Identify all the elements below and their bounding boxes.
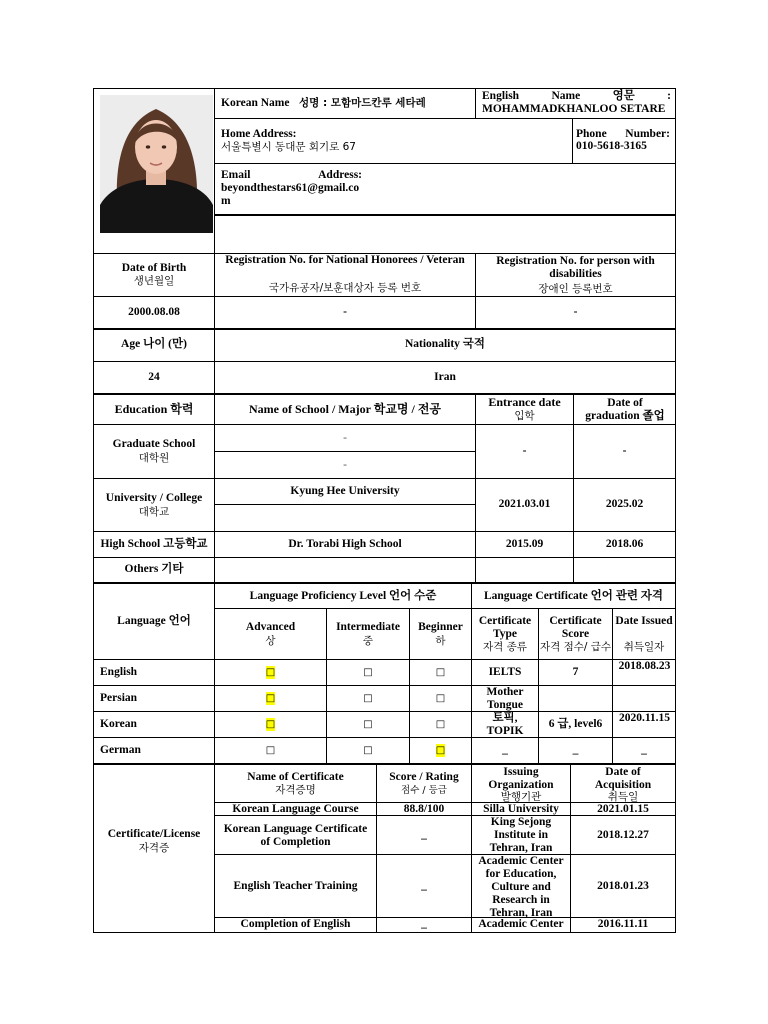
date-issued-korean: 2020.11.15 <box>618 712 671 724</box>
cert-name-4: Completion of English <box>240 918 351 930</box>
profile-photo <box>100 95 213 233</box>
education-header-label: Education 학력 <box>114 402 194 416</box>
high-school-graduation: 2018.06 <box>605 538 644 550</box>
cert-name-2: Korean Language Certificate of Completion <box>223 823 368 848</box>
cert-score-label-ko: 자격 점수/ 급수 <box>539 641 612 653</box>
cert-score-english: 7 <box>572 666 579 678</box>
cert-score-4: _ <box>421 918 427 930</box>
checkbox-english-beginner[interactable]: □ <box>435 667 446 678</box>
cert-type-english: IELTS <box>488 666 522 678</box>
university-school-name: Kyung Hee University <box>290 485 400 497</box>
cert-name-3: English Teacher Training <box>233 880 358 892</box>
cert-name-header-ko: 자격증명 <box>275 784 316 796</box>
grad-school-label: Graduate School <box>112 438 196 450</box>
cert-name-1: Korean Language Course <box>232 803 359 815</box>
grad-school-graduation: - <box>622 445 627 457</box>
disability-value: - <box>573 306 578 318</box>
date-issued-german: _ <box>641 744 647 756</box>
checkbox-persian-advanced[interactable]: □ <box>265 693 276 704</box>
checkbox-korean-advanced[interactable]: □ <box>265 719 276 730</box>
nationality-value: Iran <box>434 371 456 383</box>
cert-date-header-ko: 취득일 <box>607 791 639 803</box>
language-name-english: English <box>100 666 138 678</box>
grad-school-entrance: - <box>522 445 527 457</box>
honoree-value: - <box>343 306 347 318</box>
beginner-label: Beginner <box>418 621 463 633</box>
grad-school-label-ko: 대학원 <box>138 452 170 464</box>
grad-school-major: - <box>343 459 347 471</box>
education-header-school: Name of School / Major 학교명 / 전공 <box>248 402 442 416</box>
cert-score-3: _ <box>421 880 427 892</box>
others-label: Others 기타 <box>124 563 184 575</box>
age-value: 24 <box>148 371 160 383</box>
checkbox-korean-beginner[interactable]: □ <box>435 719 446 730</box>
english-name-label: English Name 영문 : <box>482 90 671 102</box>
cert-org-header: Issuing Organization <box>488 766 554 791</box>
email-label: Email Address: <box>221 169 362 181</box>
phone-label: Phone Number: <box>576 128 670 140</box>
cert-score-header-ko: 점수 / 등급 <box>401 785 447 796</box>
age-label: Age 나이 (만) <box>121 338 187 350</box>
phone-value: 010-5618-3165 <box>576 140 647 152</box>
cert-date-header: Date of Acquisition <box>594 766 652 791</box>
cert-score-korean: 6 급, level6 <box>548 718 603 730</box>
education-header-entrance: Entrance date <box>488 395 561 409</box>
language-name-korean: Korean <box>100 718 137 730</box>
checkbox-german-intermediate[interactable]: □ <box>363 745 373 756</box>
checkbox-english-advanced[interactable]: □ <box>265 667 276 678</box>
honoree-label-ko: 국가유공자/보훈대상자 등록 번호 <box>268 282 422 294</box>
cert-score-1: 88.8/100 <box>403 803 445 815</box>
intermediate-label-ko: 중 <box>362 635 374 647</box>
language-level-header: Language Proficiency Level 언어 수준 <box>249 590 437 602</box>
language-cert-header: Language Certificate 언어 관련 자격 <box>483 590 664 602</box>
date-issued-label: Date Issued <box>615 615 673 627</box>
cert-type-label-ko: 자격 종류 <box>483 641 527 653</box>
date-issued-english: 2018.08.23 <box>618 660 671 672</box>
certificate-label-ko: 자격증 <box>138 842 170 854</box>
university-label-ko: 대학교 <box>138 506 170 518</box>
cert-score-2: _ <box>421 829 427 841</box>
intermediate-label: Intermediate <box>336 621 400 633</box>
cert-date-2: 2018.12.27 <box>597 829 649 841</box>
cert-score-header: Score / Rating <box>389 771 459 783</box>
advanced-label-ko: 상 <box>265 635 276 647</box>
high-school-entrance: 2015.09 <box>505 538 544 550</box>
language-name-persian: Persian <box>100 692 138 704</box>
cert-org-4: Academic Center <box>478 918 564 930</box>
cert-type-german: _ <box>502 744 508 756</box>
cert-type-persian: Mother Tongue <box>486 686 524 711</box>
dob-value: 2000.08.08 <box>128 306 180 318</box>
korean-name-label: Korean Name <box>221 97 290 109</box>
education-header-graduation: Date of graduation 졸업 <box>585 397 665 422</box>
disability-label-ko: 장애인 등록번호 <box>538 283 613 295</box>
checkbox-german-beginner[interactable]: □ <box>435 745 446 756</box>
university-graduation: 2025.02 <box>605 498 644 510</box>
university-entrance: 2021.03.01 <box>498 498 551 510</box>
cert-org-3: Academic Center for Education, Culture and Research in Tehran, Iran <box>478 855 564 919</box>
language-name-german: German <box>100 744 141 756</box>
cert-org-header-ko: 발행기관 <box>500 791 542 803</box>
checkbox-persian-beginner[interactable]: □ <box>435 693 446 704</box>
advanced-label: Advanced <box>245 621 296 633</box>
grad-school-name: - <box>343 432 347 444</box>
english-name-value: MOHAMMADKHANLOO SETARE <box>482 103 666 115</box>
dob-label: Date of Birth <box>121 262 187 274</box>
cert-score-label: Certificate Score <box>549 615 602 640</box>
cert-org-2: King Sejong Institute in Tehran, Iran <box>489 816 553 854</box>
home-address-label: Home Address: <box>221 128 297 140</box>
checkbox-german-advanced[interactable]: □ <box>265 745 276 756</box>
honoree-label: Registration No. for National Honorees / Veteran <box>225 254 465 266</box>
cert-date-1: 2021.01.15 <box>597 803 649 815</box>
cert-type-label: Certificate Type <box>478 615 532 640</box>
disability-label: Registration No. for person with disabilities <box>496 255 655 280</box>
checkbox-persian-intermediate[interactable]: □ <box>363 693 373 704</box>
checkbox-korean-intermediate[interactable]: □ <box>363 719 373 730</box>
dob-label-ko: 생년월일 <box>133 275 175 287</box>
cert-score-german: _ <box>572 744 579 756</box>
portrait-image <box>100 95 213 233</box>
cert-date-3: 2018.01.23 <box>597 880 649 892</box>
date-issued-label-ko: 취득일자 <box>623 641 665 653</box>
korean-name-value: 성명 : 모함마드칸루 세타레 <box>299 97 426 109</box>
university-label: University / College <box>105 492 203 504</box>
checkbox-english-intermediate[interactable]: □ <box>363 667 373 678</box>
high-school-name: Dr. Torabi High School <box>288 538 402 550</box>
cert-org-1: Silla University <box>483 803 559 815</box>
education-header-entrance-ko: 입학 <box>514 410 535 422</box>
cert-type-korean: 토픽, TOPIK <box>486 712 524 737</box>
home-address-value: 서울특별시 동대문 회기로 67 <box>221 141 356 153</box>
beginner-label-ko: 하 <box>435 635 446 647</box>
cert-date-4: 2016.11.11 <box>597 918 649 930</box>
certificate-label: Certificate/License <box>107 828 201 840</box>
email-value: beyondthestars61@gmail.com <box>221 182 360 207</box>
nationality-label: Nationality 국적 <box>404 338 486 350</box>
cert-name-header: Name of Certificate <box>247 771 344 783</box>
language-label: Language 언어 <box>117 615 191 627</box>
high-school-label: High School 고등학교 <box>100 538 208 550</box>
